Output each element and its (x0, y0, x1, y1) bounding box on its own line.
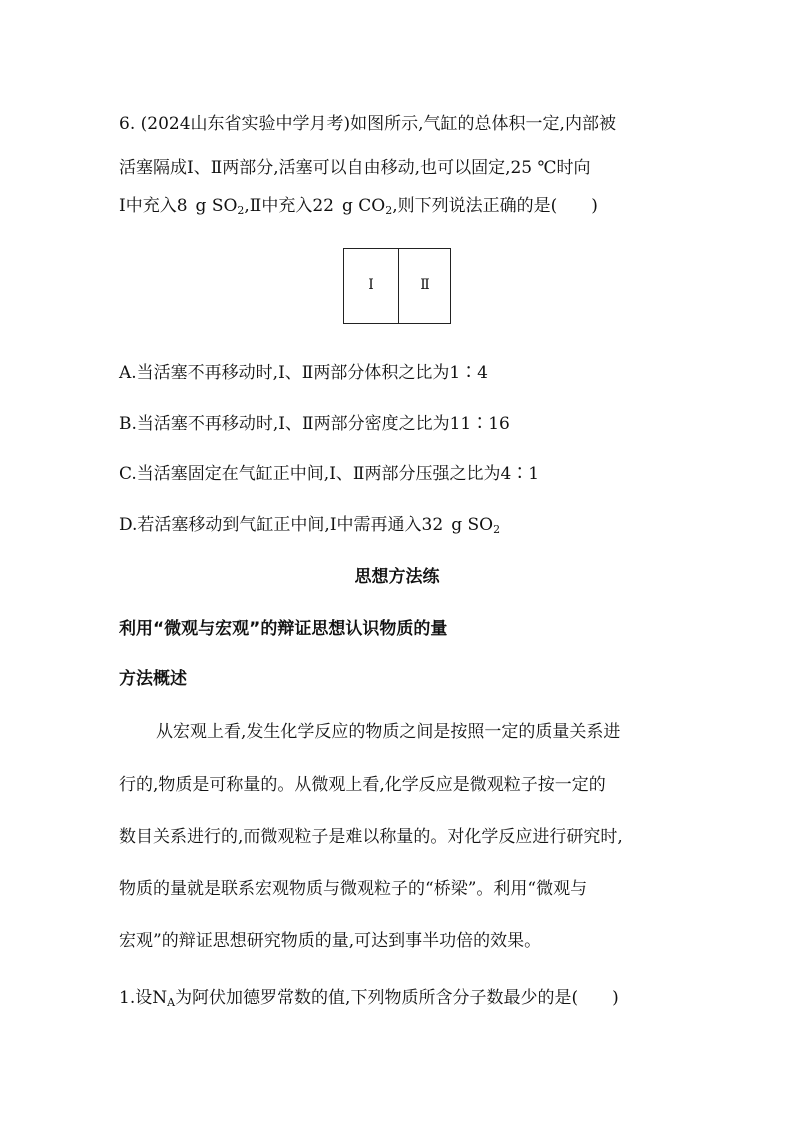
chamber-2-label: Ⅱ (420, 277, 430, 293)
paragraph-line: 数目关系进行的,而微观粒子是难以称量的。对化学反应进行研究时, (119, 827, 623, 847)
question-6-line-3: Ⅰ中充入8 g $SO_2,Ⅱ$中充入22 g $CO_2$,则下列说法正确的是( ) (119, 196, 598, 217)
section-subheading: 利用“微观与宏观”的辩证思想认识物质的量 (119, 619, 448, 639)
section-heading: 思想方法练 (354, 567, 440, 587)
paragraph-line: 从宏观上看,发生化学反应的物质之间是按照一定的质量关系进 (156, 722, 621, 742)
cylinder-diagram (343, 248, 451, 324)
question-6-line-2: 活塞隔成Ⅰ、Ⅱ两部分,活塞可以自由移动,也可以固定,25 ℃时向 (119, 158, 591, 178)
option-d: D.若活塞移动到气缸正中间,Ⅰ中需再通入32 g $SO_2$ (119, 515, 501, 536)
chamber-1-label: Ⅰ (368, 277, 374, 293)
option-c: C.当活塞固定在气缸正中间,Ⅰ、Ⅱ两部分压强之比为4∶1 (119, 464, 540, 484)
overview-title: 方法概述 (119, 669, 187, 689)
paragraph-line: 行的,物质是可称量的。从微观上看,化学反应是微观粒子按一定的 (119, 775, 606, 795)
question-1: 1.设$N_A$为阿伏加德罗常数的值,下列物质所含分子数最少的是( ) (119, 988, 619, 1009)
option-a: A.当活塞不再移动时,Ⅰ、Ⅱ两部分体积之比为1∶4 (119, 363, 488, 383)
paragraph-line: 宏观”的辩证思想研究物质的量,可达到事半功倍的效果。 (119, 931, 542, 951)
option-b: B.当活塞不再移动时,Ⅰ、Ⅱ两部分密度之比为11∶16 (119, 414, 510, 434)
question-6-line-1: 6. (2024山东省实验中学月考)如图所示,气缸的总体积一定,内部被 (119, 114, 616, 134)
paragraph-line: 物质的量就是联系宏观物质与微观粒子的“桥梁”。利用“微观与 (119, 879, 588, 899)
